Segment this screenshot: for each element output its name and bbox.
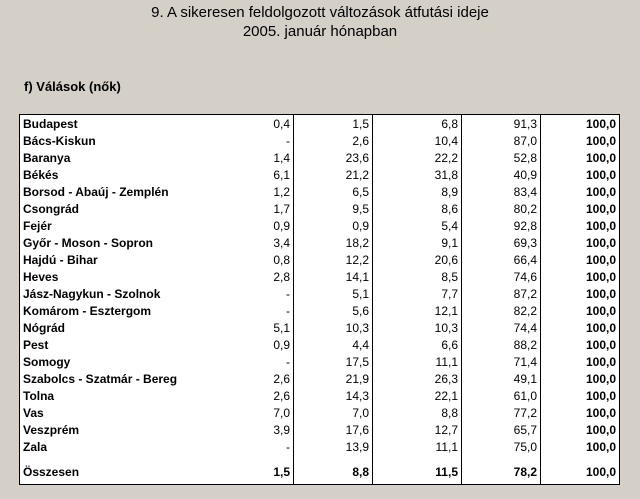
value-c2: 5,1	[352, 287, 369, 301]
value-c1: -	[286, 355, 290, 369]
county-name: Szabolcs - Szatmár - Bereg	[23, 372, 178, 386]
value-c5: 100,0	[585, 202, 616, 216]
value-c1: 0,9	[273, 338, 290, 352]
county-name: Bács-Kiskun	[23, 134, 96, 148]
value-c5: 100,0	[585, 372, 616, 386]
county-name: Borsod - Abaúj - Zemplén	[23, 185, 169, 199]
value-c1: 2,6	[273, 389, 290, 403]
table-row	[20, 354, 619, 371]
value-c4: 82,2	[513, 304, 537, 318]
value-c4: 71,4	[513, 355, 537, 369]
value-c4: 65,7	[513, 423, 537, 437]
value-c2: 4,4	[352, 338, 369, 352]
table-row	[20, 150, 619, 167]
county-name: Hajdú - Bihar	[23, 253, 98, 267]
value-c3: 10,4	[434, 134, 458, 148]
value-c4: 87,2	[513, 287, 537, 301]
value-c5: 100,0	[585, 253, 616, 267]
table-row	[20, 133, 619, 150]
value-c3: 12,7	[434, 423, 458, 437]
value-c4: 80,2	[513, 202, 537, 216]
value-c4: 78,2	[513, 465, 537, 479]
table-row	[20, 337, 619, 354]
value-c4: 49,1	[513, 372, 537, 386]
value-c5: 100,0	[585, 134, 616, 148]
county-name: Baranya	[23, 151, 71, 165]
value-c5: 100,0	[585, 355, 616, 369]
title-line-1: 9. A sikeresen feldolgozott változások átfutási ideje	[151, 4, 489, 21]
value-c4: 74,4	[513, 321, 537, 335]
table-row	[20, 116, 619, 133]
county-name: Összesen	[23, 465, 80, 479]
value-c4: 52,8	[513, 151, 537, 165]
value-c5: 100,0	[585, 185, 616, 199]
value-c3: 12,1	[434, 304, 458, 318]
value-c2: 1,5	[352, 117, 369, 131]
table-row	[20, 252, 619, 269]
county-name: Nógrád	[23, 321, 65, 335]
county-name: Vas	[23, 406, 44, 420]
value-c3: 20,6	[434, 253, 458, 267]
value-c2: 21,2	[345, 168, 369, 182]
table-row	[20, 201, 619, 218]
table-row	[20, 286, 619, 303]
value-c1: 3,9	[273, 423, 290, 437]
county-name: Jász-Nagykun - Szolnok	[23, 287, 161, 301]
total-row	[20, 464, 619, 481]
value-c5: 100,0	[585, 117, 616, 131]
table-row	[20, 320, 619, 337]
value-c4: 88,2	[513, 338, 537, 352]
value-c5: 100,0	[585, 389, 616, 403]
value-c2: 14,1	[345, 270, 369, 284]
value-c3: 5,4	[441, 219, 458, 233]
value-c1: 1,7	[273, 202, 290, 216]
value-c1: 0,9	[273, 219, 290, 233]
value-c1: 1,4	[273, 151, 290, 165]
value-c5: 100,0	[585, 321, 616, 335]
table-row	[20, 388, 619, 405]
value-c3: 11,1	[435, 355, 458, 369]
table-row	[20, 167, 619, 184]
table-row	[20, 218, 619, 235]
section-heading: f) Válások (nők)	[24, 79, 121, 94]
value-c3: 8,5	[441, 270, 458, 284]
county-name: Veszprém	[23, 423, 80, 437]
county-name: Somogy	[23, 355, 71, 369]
value-c1: 5,1	[273, 321, 290, 335]
table-row	[20, 303, 619, 320]
county-name: Tolna	[23, 389, 55, 403]
county-name: Pest	[23, 338, 49, 352]
value-c5: 100,0	[585, 270, 616, 284]
value-c1: 0,8	[273, 253, 290, 267]
value-c2: 7,0	[352, 406, 369, 420]
value-c1: -	[286, 440, 290, 454]
table-row	[20, 371, 619, 388]
value-c1: 0,4	[273, 117, 290, 131]
value-c1: 2,8	[273, 270, 290, 284]
value-c2: 9,5	[352, 202, 369, 216]
value-c3: 11,5	[435, 465, 458, 479]
value-c1: 2,6	[273, 372, 290, 386]
value-c2: 21,9	[345, 372, 369, 386]
county-name: Komárom - Esztergom	[23, 304, 152, 318]
value-c1: 1,2	[273, 185, 290, 199]
value-c4: 69,3	[513, 236, 537, 250]
value-c1: -	[286, 287, 290, 301]
value-c1: -	[286, 304, 290, 318]
value-c3: 22,2	[434, 151, 458, 165]
value-c4: 74,6	[513, 270, 537, 284]
value-c2: 5,6	[352, 304, 369, 318]
value-c3: 8,6	[441, 202, 458, 216]
value-c2: 12,2	[345, 253, 369, 267]
value-c2: 10,3	[345, 321, 369, 335]
county-name: Heves	[23, 270, 59, 284]
value-c1: -	[286, 134, 290, 148]
value-c1: 1,5	[273, 465, 290, 479]
value-c3: 7,7	[441, 287, 458, 301]
value-c5: 100,0	[585, 440, 616, 454]
value-c2: 13,9	[345, 440, 369, 454]
county-name: Békés	[23, 168, 59, 182]
value-c2: 6,5	[352, 185, 369, 199]
value-c1: 3,4	[273, 236, 290, 250]
value-c5: 100,0	[585, 236, 616, 250]
value-c3: 26,3	[434, 372, 458, 386]
value-c5: 100,0	[585, 304, 616, 318]
county-name: Győr - Moson - Sopron	[23, 236, 153, 250]
value-c2: 8,8	[352, 465, 369, 479]
value-c4: 92,8	[513, 219, 537, 233]
county-name: Csongrád	[23, 202, 80, 216]
value-c2: 23,6	[345, 151, 369, 165]
value-c2: 2,6	[352, 134, 369, 148]
value-c5: 100,0	[585, 287, 616, 301]
table-row	[20, 269, 619, 286]
value-c2: 0,9	[352, 219, 369, 233]
value-c4: 66,4	[513, 253, 537, 267]
value-c3: 8,8	[441, 406, 458, 420]
table-row	[20, 405, 619, 422]
value-c2: 14,3	[345, 389, 369, 403]
table-row	[20, 235, 619, 252]
value-c5: 100,0	[585, 219, 616, 233]
value-c3: 6,8	[441, 117, 458, 131]
value-c3: 11,1	[435, 440, 458, 454]
county-name: Budapest	[23, 117, 78, 131]
table-row	[20, 184, 619, 201]
value-c2: 17,5	[345, 355, 369, 369]
table-row	[20, 439, 619, 456]
value-c4: 61,0	[513, 389, 537, 403]
value-c3: 22,1	[434, 389, 458, 403]
value-c5: 100,0	[585, 406, 616, 420]
value-c3: 10,3	[434, 321, 458, 335]
value-c4: 83,4	[513, 185, 537, 199]
value-c5: 100,0	[585, 338, 616, 352]
value-c4: 91,3	[513, 117, 537, 131]
value-c5: 100,0	[585, 465, 616, 479]
table-row	[20, 422, 619, 439]
value-c2: 18,2	[345, 236, 369, 250]
value-c4: 40,9	[513, 168, 537, 182]
value-c5: 100,0	[585, 423, 616, 437]
county-name: Fejér	[23, 219, 52, 233]
value-c4: 87,0	[513, 134, 537, 148]
value-c5: 100,0	[585, 151, 616, 165]
title-line-2: 2005. január hónapban	[242, 23, 398, 40]
data-table	[19, 114, 620, 485]
value-c4: 77,2	[513, 406, 537, 420]
value-c3: 31,8	[434, 168, 458, 182]
value-c1: 7,0	[273, 406, 290, 420]
value-c1: 6,1	[273, 168, 290, 182]
value-c5: 100,0	[585, 168, 616, 182]
county-name: Zala	[23, 440, 48, 454]
value-c3: 9,1	[441, 236, 458, 250]
value-c4: 75,0	[513, 440, 537, 454]
value-c2: 17,6	[345, 423, 369, 437]
value-c3: 6,6	[441, 338, 458, 352]
value-c3: 8,9	[441, 185, 458, 199]
